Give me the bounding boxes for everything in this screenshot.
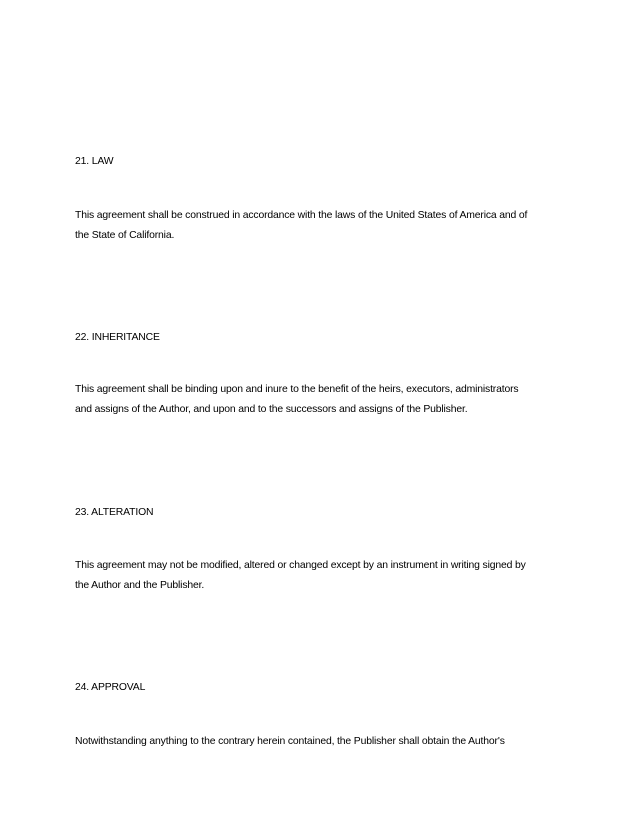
section-body-approval xyxy=(75,732,567,752)
section-heading-inheritance: 22. INHERITANCE xyxy=(75,332,160,343)
section-body-inheritance xyxy=(75,380,567,420)
body-line: This agreement may not be modified, altered or changed except by an instrument in writing signed by xyxy=(75,560,526,571)
section-body-law xyxy=(75,206,567,246)
section-heading-alteration: 23. ALTERATION xyxy=(75,507,154,518)
body-line: and assigns of the Author, and upon and to the successors and assigns of the Publisher. xyxy=(75,404,468,415)
body-line: This agreement shall be construed in accordance with the laws of the United States of America and of xyxy=(75,210,528,221)
section-body-alteration xyxy=(75,556,567,596)
body-line: This agreement shall be binding upon and inure to the benefit of the heirs, executors, administrators xyxy=(75,384,519,395)
body-line: Notwithstanding anything to the contrary herein contained, the Publisher shall obtain the Author's xyxy=(75,736,505,747)
body-line: the Author and the Publisher. xyxy=(75,580,205,591)
body-line: the State of California. xyxy=(75,230,175,241)
section-heading-law: 21. LAW xyxy=(75,156,114,167)
section-heading-approval: 24. APPROVAL xyxy=(75,682,146,693)
